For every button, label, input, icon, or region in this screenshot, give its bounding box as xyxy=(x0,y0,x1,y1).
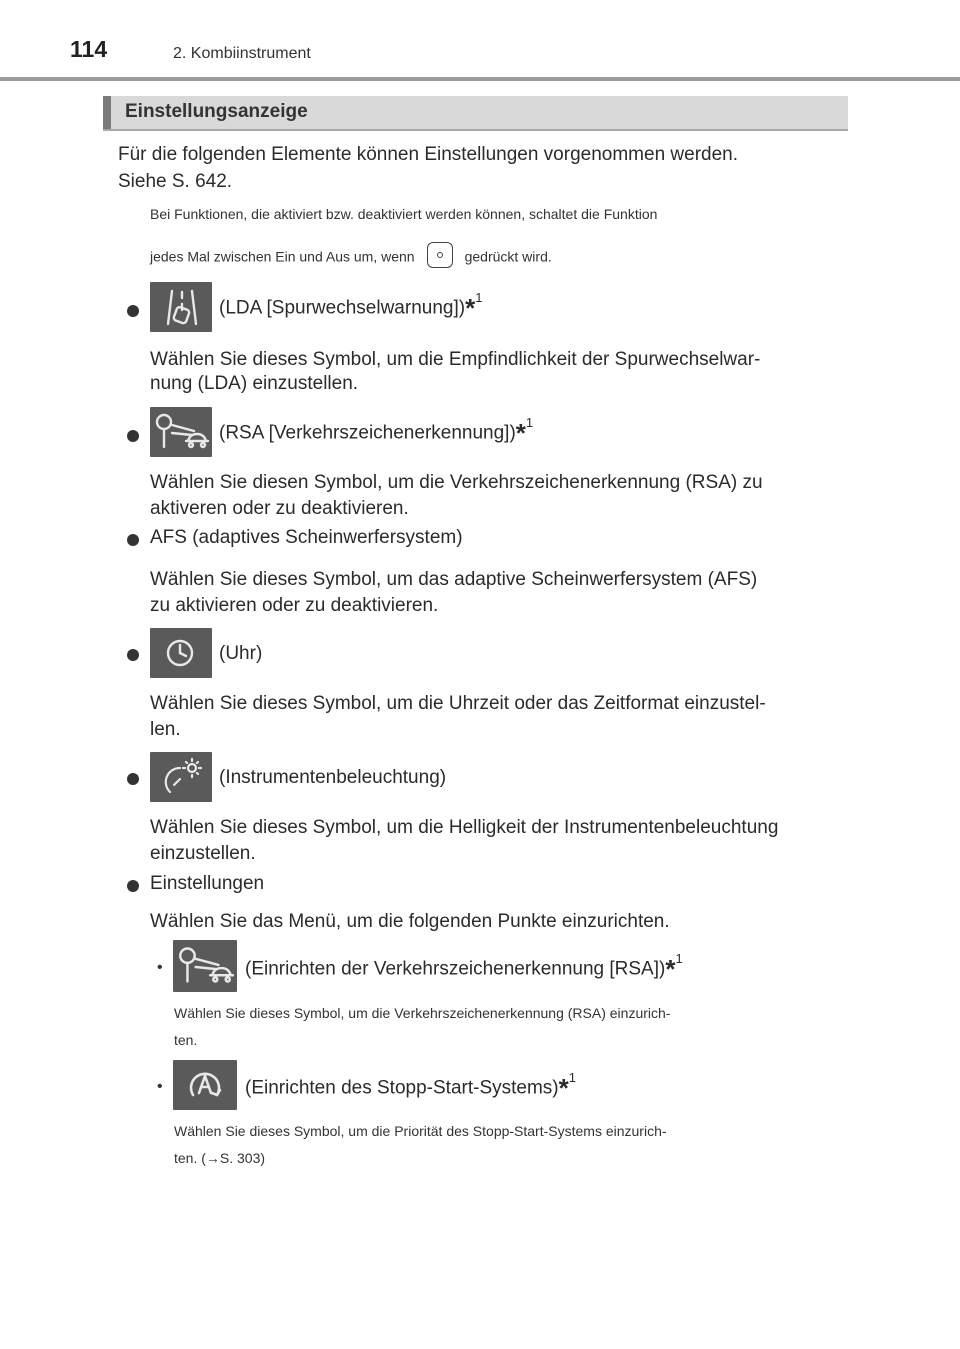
item-description: Wählen Sie diesen Symbol, um die Verkehrszeichenerkennung (RSA) zu xyxy=(150,472,763,493)
bullet xyxy=(127,880,139,892)
note-text-after: gedrückt wird. xyxy=(464,248,552,265)
road-sign-car-icon xyxy=(173,940,237,992)
bullet xyxy=(127,773,139,785)
chapter-title: 2. Kombiinstrument xyxy=(173,45,311,62)
item-description: einzustellen. xyxy=(150,843,256,864)
sub-item-description: Wählen Sie dieses Symbol, um die Verkehrszeichenerkennung (RSA) einzurich- xyxy=(174,1005,671,1021)
item-description: Wählen Sie dieses Symbol, um die Uhrzeit oder das Zeitformat einzustel- xyxy=(150,693,766,714)
item-description: aktiveren oder zu deaktivieren. xyxy=(150,498,409,519)
sub-bullet: • xyxy=(157,1078,163,1095)
section-accent xyxy=(103,96,111,129)
item-description: nung (LDA) einzustellen. xyxy=(150,373,359,394)
bullet xyxy=(127,649,139,661)
intro-line-1: Für die folgenden Elemente können Einstellungen vorgenommen werden. xyxy=(118,144,739,165)
item-label: (LDA [Spurwechselwarnung])*$^1$ xyxy=(219,290,483,324)
clock-icon xyxy=(150,628,212,678)
section-heading xyxy=(103,96,848,131)
item-label: (Uhr) xyxy=(219,643,263,664)
item-label: AFS (adaptives Scheinwerfersystem) xyxy=(150,527,463,548)
section-title: Einstellungsanzeige xyxy=(125,101,308,122)
bullet xyxy=(127,305,139,317)
sub-item-label: (Einrichten der Verkehrszeichenerkennung [RSA])*$^1$ xyxy=(245,951,683,985)
item-label: (RSA [Verkehrszeichenerkennung])*$^1$ xyxy=(219,415,534,449)
note-line-1: Bei Funktionen, die aktiviert bzw. deaktiviert werden können, schaltet die Funktion xyxy=(150,206,658,222)
note-line-2 xyxy=(150,245,842,271)
lane-departure-icon xyxy=(150,282,212,332)
page-number: 114 xyxy=(70,36,108,62)
item-description: Wählen Sie das Menü, um die folgenden Punkte einzurichten. xyxy=(150,911,670,932)
item-description: len. xyxy=(150,719,181,740)
bullet xyxy=(127,430,139,442)
instrument-illumination-icon xyxy=(150,752,212,802)
item-description: Wählen Sie dieses Symbol, um die Helligkeit der Instrumentenbeleuchtung xyxy=(150,817,779,838)
stop-start-icon xyxy=(173,1060,237,1110)
note-text-before: jedes Mal zwischen Ein und Aus um, wenn xyxy=(150,248,415,265)
item-description: Wählen Sie dieses Symbol, um die Empfindlichkeit der Spurwechselwar- xyxy=(150,349,761,370)
sub-item-description: ten. (→S. 303) xyxy=(174,1150,266,1166)
item-label: (Instrumentenbeleuchtung) xyxy=(219,767,447,788)
sub-bullet: • xyxy=(157,959,163,976)
bullet xyxy=(127,534,139,546)
header-divider xyxy=(0,77,960,81)
sub-item-label: (Einrichten des Stopp-Start-Systems)*$^1$ xyxy=(245,1070,576,1104)
intro-line-2: Siehe S. 642. xyxy=(118,171,233,192)
sub-item-description: ten. xyxy=(174,1032,198,1048)
item-description: zu aktivieren oder zu deaktivieren. xyxy=(150,595,439,616)
ok-button-icon xyxy=(427,242,453,268)
item-label: Einstellungen xyxy=(150,873,265,894)
item-description: Wählen Sie dieses Symbol, um das adaptive Scheinwerfersystem (AFS) xyxy=(150,569,758,590)
road-sign-car-icon xyxy=(150,407,212,457)
sub-item-description: Wählen Sie dieses Symbol, um die Priorität des Stopp-Start-Systems einzurich- xyxy=(174,1123,667,1139)
